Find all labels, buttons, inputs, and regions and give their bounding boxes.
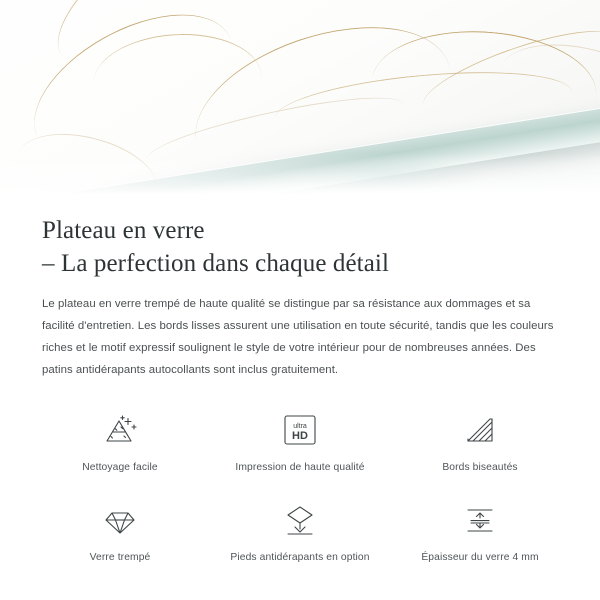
- headline-line-1: Plateau en verre: [42, 217, 205, 244]
- tempered-glass-diamond-icon: [97, 498, 143, 542]
- feature-label: Bords biseautés: [442, 461, 518, 473]
- ultra-hd-print-icon: [277, 408, 323, 452]
- headline-line-2: – La perfection dans chaque détail: [42, 250, 389, 277]
- svg-text:HD: HD: [292, 429, 308, 442]
- feature-label: Nettoyage facile: [82, 461, 158, 473]
- feature-grid: [0, 408, 600, 565]
- glass-thickness-icon: [457, 498, 503, 542]
- anti-slip-feet-icon: [277, 498, 323, 542]
- feature-item-anti-slip-feet: [210, 498, 390, 564]
- feature-item-glass-thickness: [390, 498, 570, 564]
- feature-item-bevelled-edges: [390, 408, 570, 474]
- svg-text:ultra: ultra: [293, 422, 307, 430]
- feature-label: Verre trempé: [89, 551, 151, 563]
- feature-label: Pieds antidérapants en option: [230, 551, 370, 563]
- content-block: [0, 200, 600, 382]
- feature-label: Impression de haute qualité: [235, 461, 365, 473]
- easy-cleaning-icon: [97, 408, 143, 452]
- feature-item-easy-cleaning: [30, 408, 210, 474]
- hero-bottom-fade: [0, 154, 600, 200]
- feature-item-print-quality: [210, 408, 390, 474]
- description-paragraph: Le plateau en verre trempé de haute qualité se distingue par sa résistance aux dommages et sa facilité d'entretien. Les bords lisses assurent une utilisation en toute sécurité, tandis que les couleurs riches et le motif expressif soulignent le style de votre intérieur pour de nombreuses années. Des patins antidérapants autocollants sont inclus gratuitement.: [42, 298, 554, 376]
- bevelled-edges-icon: [457, 408, 503, 452]
- page-title: [42, 214, 558, 280]
- feature-label: Épaisseur du verre 4 mm: [421, 551, 539, 563]
- hero-image: [0, 0, 600, 200]
- feature-item-tempered-glass: [30, 498, 210, 564]
